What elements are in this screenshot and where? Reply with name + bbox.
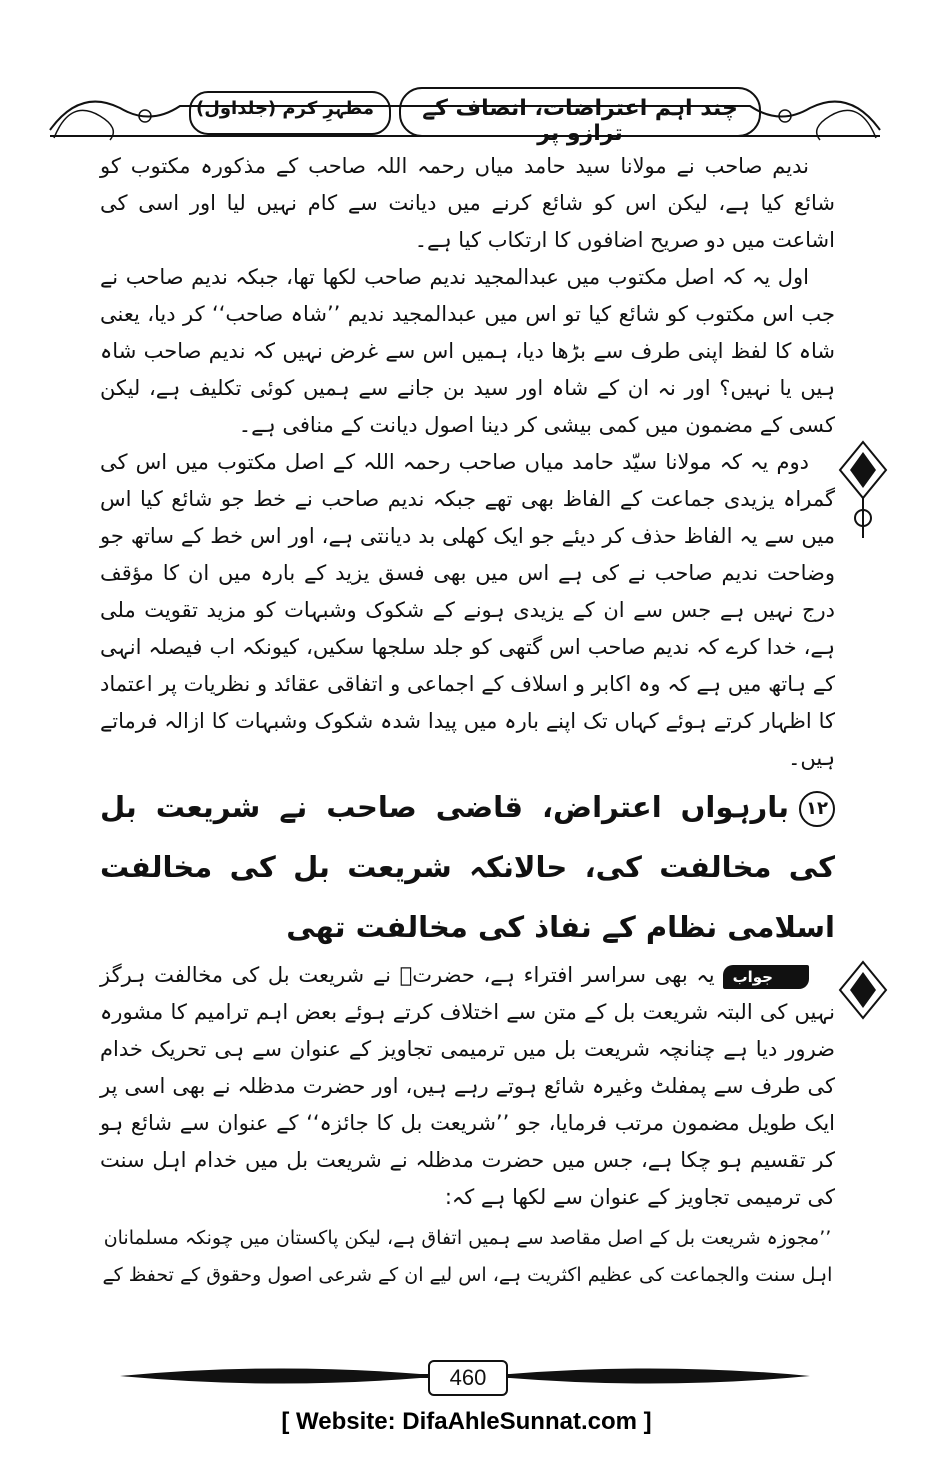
page-header: [40, 78, 890, 148]
answer-label-badge: جواب: [723, 965, 809, 989]
side-ornament-bottom: [838, 960, 888, 1040]
website-credit: [ Website: DifaAhleSunnat.com ]: [281, 1408, 652, 1435]
paragraph-second-point: دوم یہ کہ مولانا سیّد حامد میاں صاحب رحمہ اللہ کے اصل مکتوب میں اس کی گمراہ یزیدی جماعت کے الفاظ بھی تھے جبکہ ندیم صاحب نے خط جو شائع کیا اس میں سے یہ الفاظ حذف کر دیئے جو ایک کھلی بد دیانتی ہے، اور اس خط کے ساتھ جو وضاحت ندیم صاحب نے کی ہے اس میں بھی فسق یزید کے بارہ میں ان کا مؤقف درج نہیں ہے جس سے ان کے یزیدی ہونے کے شکوک وشبہات کو مزید تقویت ملی ہے، خدا کرے کہ ندیم صاحب اس گتھی کو جلد سلجھا سکیں، کیونکہ اب فیصلہ انہی کے ہاتھ میں ہے کہ وہ اکابر و اسلاف کے اجماعی و اتفاقی عقائد و نظریات پر اعتماد کا اظہار کرتے ہوئے کہاں تک اپنے بارہ میں پیدا شدہ شکوک وشبہات کا ازالہ فرماتے ہیں۔: [100, 450, 835, 770]
heading-text: بارہواں اعتراض، قاضی صاحب نے شریعت بل کی مخالفت کی، حالانکہ شریعت بل کی مخالفت اسلامی نظام کے نفاذ کی مخالفت تھی: [100, 790, 835, 944]
book-title: مظہرِ کرم (جلداول): [196, 98, 374, 119]
body-text: [100, 148, 835, 1294]
side-ornament-top: [838, 440, 888, 540]
quote-text: ’’مجوزہ شریعت بل کے اصل مقاصد سے ہمیں اتفاق ہے، لیکن پاکستان میں چونکہ مسلمانان اہل سنت والجماعت کی عظیم اکثریت ہے، اس لیے ان کے شرعی اصول وحقوق کے تحفظ کے: [102, 1227, 833, 1286]
chapter-title: چند اہم اعتراضات، انصاف کے ترازو پر: [422, 96, 738, 146]
heading-number-badge: ۱۲: [799, 791, 835, 827]
paragraph-first-point: اول یہ کہ اصل مکتوب میں عبدالمجید ندیم صاحب لکھا تھا، جبکہ ندیم صاحب نے جب اس مکتوب کو شائع کیا تو اس میں عبدالمجید ندیم ’’شاہ صاحب‘‘ کر دیا، یعنی شاہ کا لفظ اپنی طرف سے بڑھا دیا، ہمیں اس سے غرض نہیں کہ ندیم صاحب شاہ ہیں یا نہیں؟ اور نہ ان کے شاہ اور سید بن جانے سے ہمیں کوئی تکلیف ہے، لیکن کسی کے مضمون میں کمی بیشی کر دینا اصول دیانت کے منافی ہے۔: [100, 265, 835, 437]
paragraph-intro: ندیم صاحب نے مولانا سید حامد میاں رحمہ اللہ صاحب کے مذکورہ مکتوب کو شائع کیا ہے، لیکن اس کو شائع کرنے میں دیانت سے کام نہیں لیا اور اسی کی اشاعت میں دو صریح اضافوں کا ارتکاب کیا ہے۔: [100, 154, 835, 252]
page-number: 460: [428, 1360, 508, 1396]
answer-paragraph: [100, 957, 835, 1216]
objection-heading: [100, 777, 835, 957]
answer-text: یہ بھی سراسر افتراء ہے، حضرتؒ نے شریعت بل کی مخالفت ہرگز نہیں کی البتہ شریعت بل کے متن سے اختلاف کرتے ہوئے بعض اہم ترامیم کا مشورہ ضرور دیا ہے چنانچہ شریعت بل میں ترمیمی تجاویز کے عنوان سے ہی تحریک خدام کی طرف سے پمفلٹ وغیرہ شائع ہوتے رہے ہیں، اور حضرت مدظلہ نے بھی اسی پر ایک طویل مضمون مرتب فرمایا، جو ’’شریعت بل کا جائزہ‘‘ کے عنوان سے شائع ہو کر تقسیم ہو چکا ہے، جس میں حضرت مدظلہ نے شریعت بل میں خدام اہل سنت کی ترمیمی تجاویز کے عنوان سے لکھا ہے کہ:: [100, 963, 835, 1209]
